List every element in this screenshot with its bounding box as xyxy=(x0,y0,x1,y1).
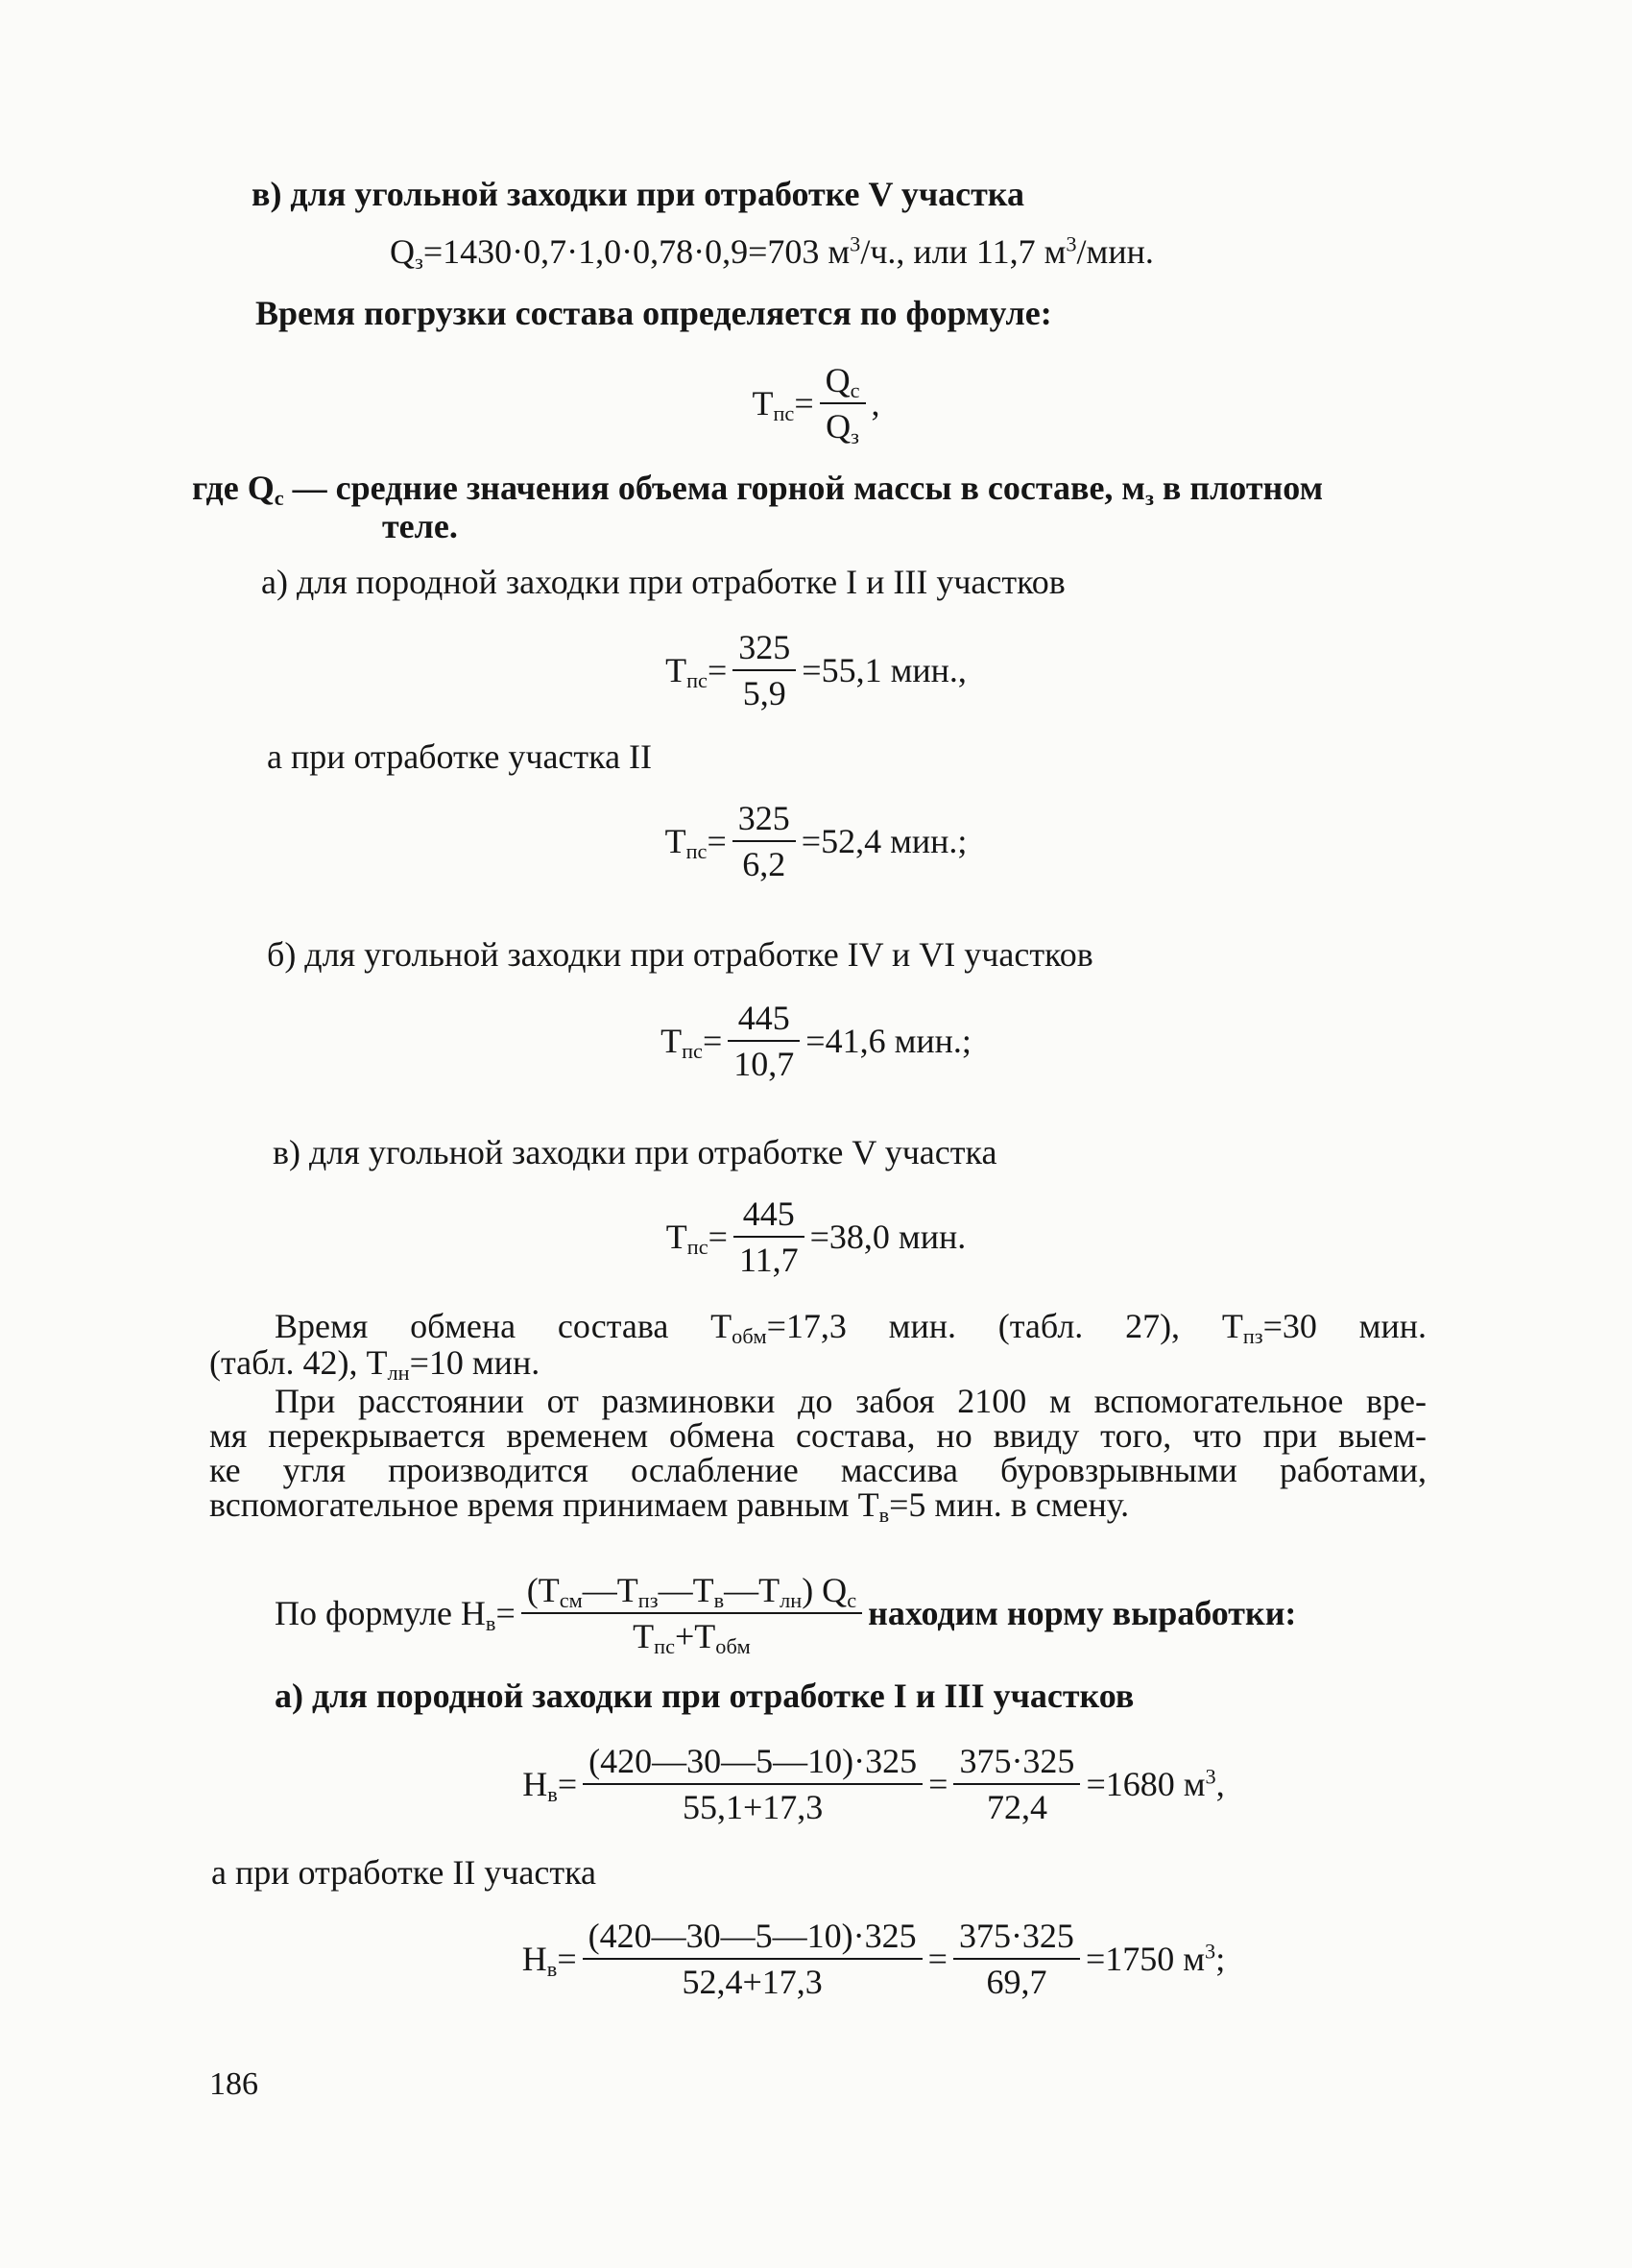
equation-hv-1: $H_в=$ $\frac{(420—30—5—10)\cdot 325}{55,1+17,3}$ = $\frac{375\cdot 325}{72,4}$ =1680 $м^3$, xyxy=(58,1734,1632,1834)
paragraph-exchange-line2: (табл. 42), $T_{лн}=10$ мин. xyxy=(209,1343,540,1386)
definition-qc-cont: теле. xyxy=(382,507,458,545)
equation-hv-2: $H_в=$ $\frac{(420—30—5—10)\cdot 325}{52,4+17,3}$ = $\frac{375\cdot 325}{69,7}$ =1750 $м^3$; xyxy=(58,1909,1632,2009)
fraction: $\frac{445}{11,7}$ xyxy=(733,1192,804,1282)
item-a2-heading: а при отработке участка II xyxy=(267,737,653,776)
fraction: $\frac{(420—30—5—10)\cdot 325}{52,4+17,3}$ xyxy=(583,1914,923,2004)
item-a4-heading: а при отработке II участка xyxy=(211,1853,597,1892)
equation-tps-3: $T_{пс}=$ $\frac{445}{10,7}$ =41,6 мин.; xyxy=(0,993,1632,1089)
item-v-heading: в) для угольной заходки при отработке V участка xyxy=(252,175,1025,213)
page-number: 186 xyxy=(209,2066,258,2102)
item-a-heading: а) для породной заходки при отработке I и III участков xyxy=(261,563,1066,601)
equation-tps-1: $T_{пс}=$ $\frac{325}{5,9}$ =55,1 мин., xyxy=(0,622,1632,718)
paragraph-exchange-line1: Время обмена состава $T_{обм}=17,3$ мин. (табл. 27), $T_{пз}=30$ мин. xyxy=(275,1307,1427,1349)
formula-tps: $T_{пс}=$ $\frac{Q_с}{Q_з}$ , xyxy=(0,355,1632,451)
fraction: $\frac{325}{5,9}$ xyxy=(732,625,796,715)
fraction: $\frac{(420—30—5—10)\cdot 325}{55,1+17,3}$ xyxy=(583,1739,923,1829)
fraction: $\frac{Q_с}{Q_з}$ xyxy=(820,358,866,448)
paragraph-aux-line3: ке угля производится ослабление массива буровзрывными работами, xyxy=(209,1451,1427,1489)
fraction: $\frac{375\cdot 325}{72,4}$ xyxy=(953,1739,1080,1829)
equation-tps-2: $T_{пс}=$ $\frac{325}{6,2}$ =52,4 мин.; xyxy=(0,793,1632,889)
fraction: $\frac{325}{6,2}$ xyxy=(732,796,796,886)
fraction: $\frac{445}{10,7}$ xyxy=(728,996,800,1086)
paragraph-aux-line1: При расстоянии от разминовки до забоя 2100 м вспомогательное вре- xyxy=(275,1382,1427,1420)
equation-tps-4: $T_{пс}=$ $\frac{445}{11,7}$ =38,0 мин. xyxy=(0,1189,1632,1285)
paragraph-loading-time: Время погрузки состава определяется по формуле: xyxy=(255,294,1052,332)
formula-hv: По формуле $H_в=$ $\frac{(T_{см}—T_{пз}—T_в—T_{лн}) Q_с}{T_{пс}+T_{обм}}$ находим норму выработки: xyxy=(275,1563,1446,1663)
equation-qz: $Q_з=1430\cdot 0,7\cdot 1,0\cdot 0,78\cdot 0,9=703$ $м^3/ч$., или 11,7 $м^3$/мин. xyxy=(390,231,1154,275)
item-v2-heading: в) для угольной заходки при отработке V участка xyxy=(273,1133,997,1171)
item-a3-heading: а) для породной заходки при отработке I и III участков xyxy=(275,1677,1135,1715)
fraction: $\frac{(T_{см}—T_{пз}—T_в—T_{лн}) Q_с}{T_{пс}+T_{обм}}$ xyxy=(521,1568,862,1658)
paragraph-aux-line2: мя перекрывается временем обмена состава, но ввиду того, что при выем- xyxy=(209,1416,1427,1455)
paragraph-aux-line4: вспомогательное время принимаем равным $T_в=5$ мин. в смену. xyxy=(209,1485,1130,1528)
fraction: $\frac{375\cdot 325}{69,7}$ xyxy=(953,1914,1080,2004)
definition-qc: где $Q_с$ — средние значения объема горной массы в составе, $м_з$ в плотном xyxy=(192,469,1324,511)
item-b-heading: б) для угольной заходки при отработке IV и VI участков xyxy=(267,935,1093,974)
